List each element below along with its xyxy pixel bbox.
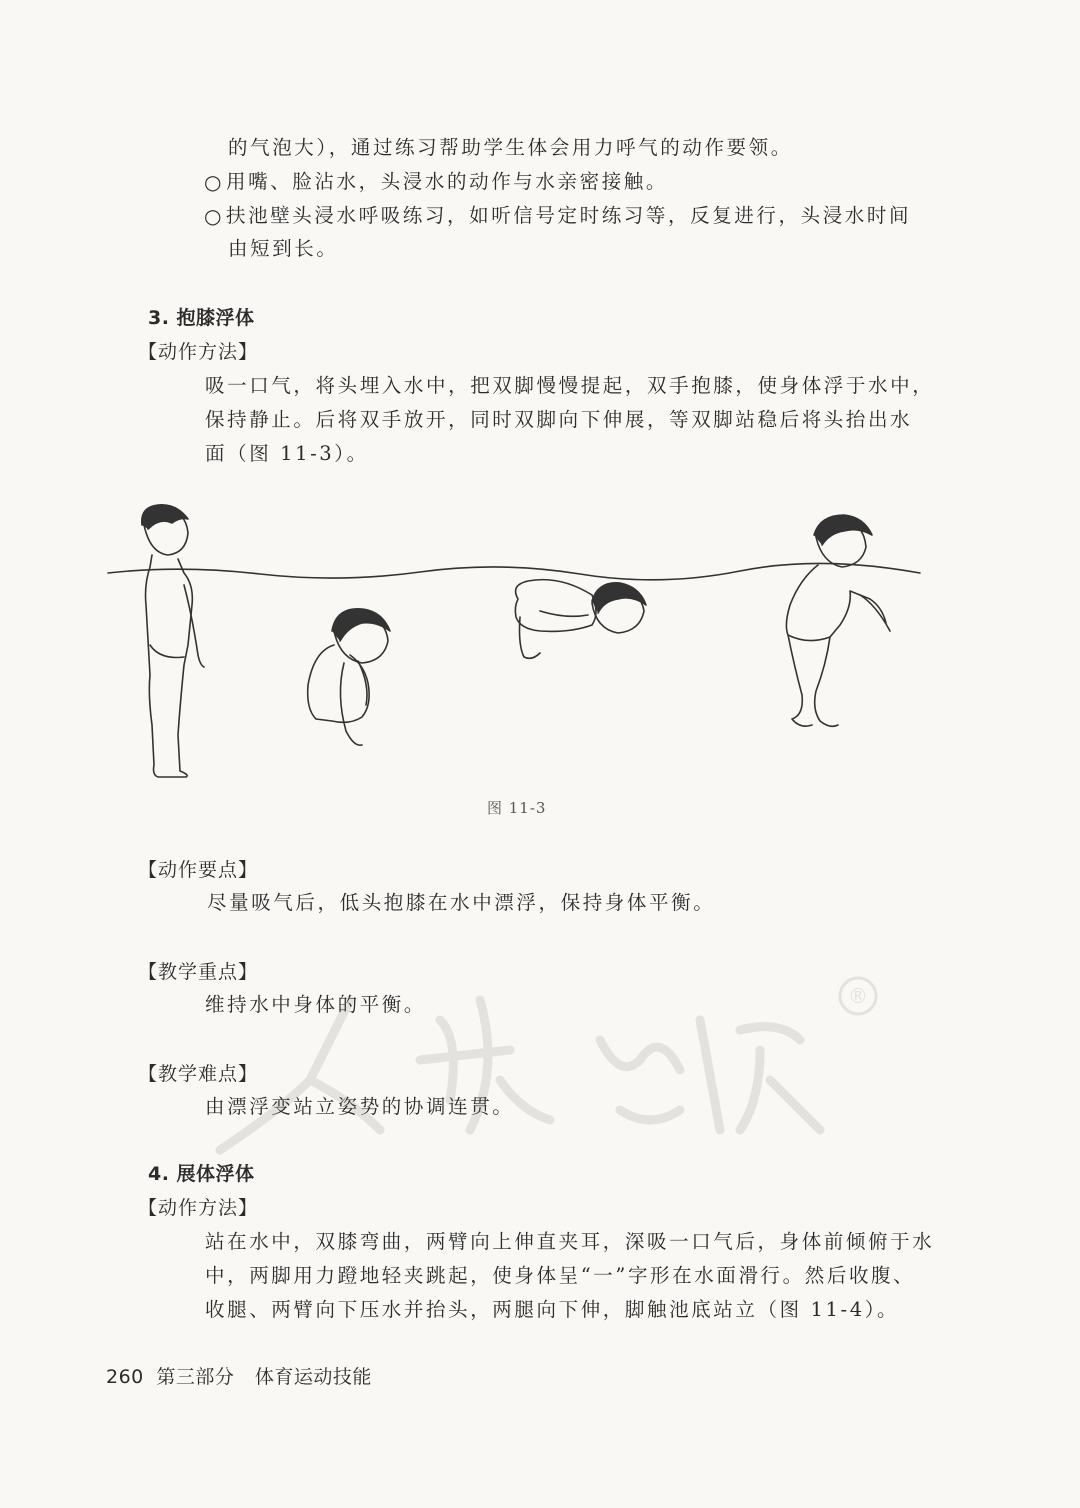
rising-child bbox=[786, 515, 890, 726]
floating-child bbox=[515, 580, 646, 659]
part-label: 第三部分 bbox=[156, 1366, 235, 1388]
hollow-circle-bullet-icon: ○ bbox=[204, 204, 222, 228]
section-heading: 4. 展体浮体 bbox=[148, 1163, 255, 1185]
hollow-circle-bullet-icon: ○ bbox=[204, 170, 222, 194]
chapter-label: 体育运动技能 bbox=[254, 1366, 372, 1388]
standing-child bbox=[142, 505, 204, 777]
page-number: 260 bbox=[106, 1366, 144, 1388]
method-line-1: 站在水中，双膝弯曲，两臂向上伸直夹耳，深吸一口气后，身体前倾俯于水 bbox=[205, 1230, 935, 1253]
focus-text: 维持水中身体的平衡。 bbox=[205, 993, 427, 1016]
intro-line-1: 的气泡大），通过练习帮助学生体会用力呼气的动作要领。 bbox=[228, 136, 793, 159]
method-line-3: 收腿、两臂向下压水并抬头，两腿向下伸，脚触池底站立（图 11-4）。 bbox=[205, 1298, 900, 1321]
figure-caption: 图 11-3 bbox=[487, 799, 547, 817]
crouching-child bbox=[308, 609, 390, 745]
difficulty-text: 由漂浮变站立姿势的协调连贯。 bbox=[205, 1095, 515, 1118]
intro-bullet-1: 用嘴、脸沾水，头浸水的动作与水亲密接触。 bbox=[226, 170, 669, 193]
intro-bullet-2-cont: 由短到长。 bbox=[228, 237, 339, 260]
method-label: 【动作方法】 bbox=[138, 1197, 259, 1219]
focus-label: 【教学重点】 bbox=[138, 961, 259, 983]
method-line-3: 面（图 11-3）。 bbox=[205, 442, 369, 465]
water-line bbox=[108, 563, 920, 579]
section-heading: 3. 抱膝浮体 bbox=[148, 307, 255, 329]
method-line-1: 吸一口气，将头埋入水中，把双脚慢慢提起，双手抱膝，使身体浮于水中， bbox=[205, 374, 935, 397]
method-line-2: 保持静止。后将双手放开，同时双脚向下伸展，等双脚站稳后将头抬出水 bbox=[205, 408, 913, 431]
intro-bullet-2: 扶池壁头浸水呼吸练习，如听信号定时练习等，反复进行，头浸水时间 bbox=[226, 204, 912, 227]
method-line-2: 中，两脚用力蹬地轻夹跳起，使身体呈“一”字形在水面滑行。然后收腹、 bbox=[205, 1264, 916, 1287]
keypoints-label: 【动作要点】 bbox=[138, 859, 259, 881]
page-footer bbox=[106, 1362, 372, 1389]
publisher-watermark bbox=[200, 960, 900, 1160]
difficulty-label: 【教学难点】 bbox=[138, 1063, 259, 1085]
registered-mark: ® bbox=[848, 984, 868, 1008]
keypoints-text: 尽量吸气后，低头抱膝在水中漂浮，保持身体平衡。 bbox=[207, 891, 716, 914]
figure-illustration bbox=[100, 495, 930, 800]
method-label: 【动作方法】 bbox=[138, 341, 259, 363]
